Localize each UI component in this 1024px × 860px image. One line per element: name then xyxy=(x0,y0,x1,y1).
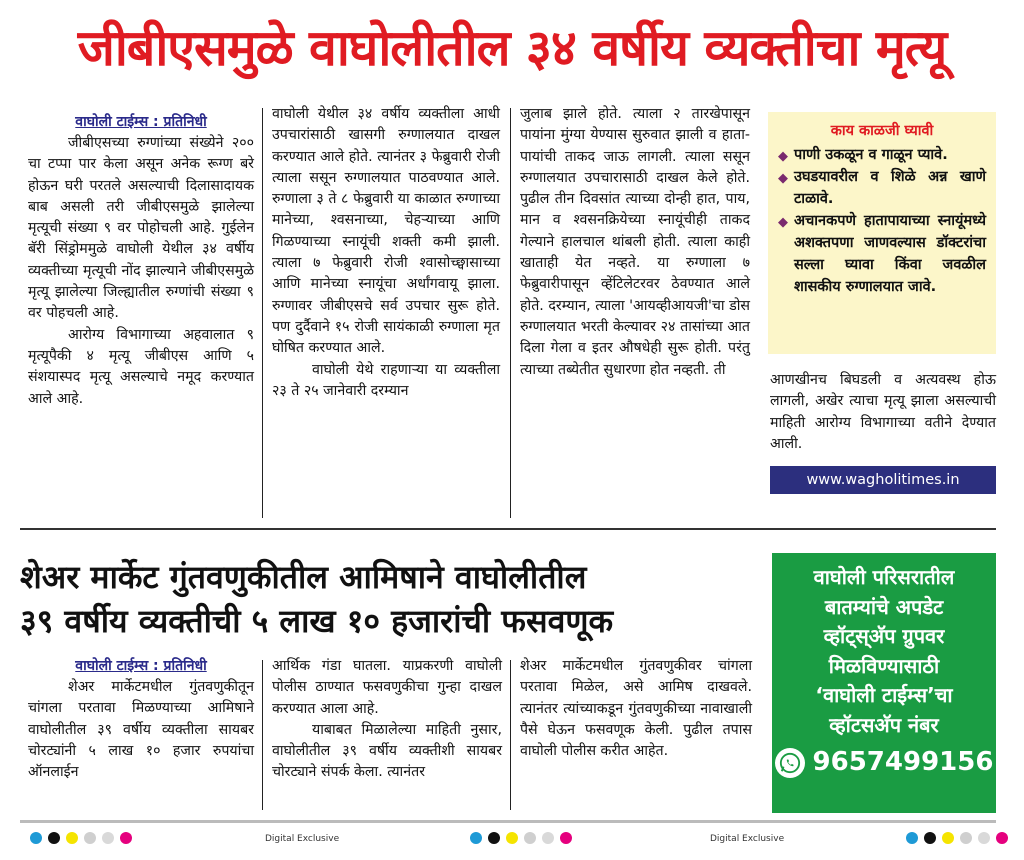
promo-line: मिळविण्यासाठी xyxy=(828,653,940,678)
story1-paragraph: आरोग्य विभागाच्या अहवालात ९ मृत्यूपैकी ४ मृत्यू जीबीएस आणि ५ संशयास्पद मृत्यू असल्याचे नमूद करण्यात आले आहे. xyxy=(28,326,254,407)
whatsapp-icon xyxy=(775,748,805,778)
story2-column-2 xyxy=(272,656,502,784)
registration-dot xyxy=(470,832,482,844)
registration-dot xyxy=(102,832,114,844)
footer-label: Digital Exclusive xyxy=(710,834,785,844)
registration-dot xyxy=(488,832,500,844)
story1-paragraph: जुलाब झाले होते. त्याला २ तारखेपासून पायांना मुंग्या येण्यास सुरुवात झाली व हाता-पायांची ताकद जाऊ लागली. त्याला ससून रुग्णालयात उपचारासाठी दाखल केले होते. पुढील तीन दिवसांत त्याच्या दोन्ही हात, पाय, मान व श्वसनक्रियेच्या स्नायूंचीही ताकद गेल्याने हालचाल थांबली होती. त्याला काही खाताही येत नव्हते. या रुग्णाला ७ फेब्रुवारीपासून व्हेंटिलेटरवर ठेवण्यात आले होते. दरम्यान, त्याला 'आयव्हीआयजी'चा डोस रुग्णालयात भरती केल्यावर २४ तासांच्या आत दिला गेला व इतर औषधेही सुरू होती. परंतु त्याच्या तब्येतीत सुधारणा होत नव्हती. ती xyxy=(520,106,750,378)
whatsapp-promo-box xyxy=(772,553,996,813)
care-tips-box xyxy=(768,112,996,354)
story1-paragraph: वाघोली येथे राहणाऱ्या या व्यक्तीला २३ ते २५ जानेवारी दरम्यान xyxy=(272,361,500,399)
story1-column-2 xyxy=(272,104,500,402)
registration-marks xyxy=(906,832,1008,844)
promo-line: वाघोली परिसरातील xyxy=(813,565,955,589)
story1-byline: वाघोली टाईम्स : प्रतिनिधी xyxy=(75,114,207,130)
story2-headline-line: ३९ वर्षीय व्यक्तीची ५ लाख १० हजारांची फसवणूक xyxy=(20,602,614,640)
footer-label: Digital Exclusive xyxy=(265,834,340,844)
website-link[interactable]: www.wagholitimes.in xyxy=(770,466,996,494)
footer-rule xyxy=(20,820,996,823)
promo-phone-number[interactable]: 9657499156 xyxy=(812,747,994,778)
care-tip-item: ◆ पाणी उकळून व गाळून प्यावे. xyxy=(778,144,986,166)
registration-dot xyxy=(978,832,990,844)
care-tip-item: ◆ अचानकपणे हातापायाच्या स्नायूंमध्ये अशक्तपणा जाणवल्यास डॉक्टरांचा सल्ला घ्यावा किंवा जवळील शासकीय रुग्णालयात जावे. xyxy=(778,213,986,295)
registration-dot xyxy=(84,832,96,844)
story2-headline-line: शेअर मार्केट गुंतवणुकीतील आमिषाने वाघोलीतील xyxy=(20,558,587,596)
promo-phone-row xyxy=(772,748,996,778)
registration-dot xyxy=(996,832,1008,844)
diamond-bullet-icon: ◆ xyxy=(778,149,788,164)
story2-paragraph: याबाबत मिळालेल्या माहिती नुसार, वाघोलीतील ३९ वर्षीय व्यक्तीशी सायबर चोरट्याने संपर्क केला. त्यानंतर xyxy=(272,721,502,781)
story1-column-1 xyxy=(28,112,254,410)
registration-dot xyxy=(66,832,78,844)
story1-paragraph: आणखीनच बिघडली व अत्यवस्थ होऊ लागली, अखेर त्याचा मृत्यू झाला असल्याची माहिती आरोग्य विभागाच्या वतीने देण्यात आली. xyxy=(770,372,996,452)
registration-dot xyxy=(30,832,42,844)
story2-paragraph: शेअर मार्केटमधील गुंतवणुकीतून चांगला परतावा मिळण्याच्या आमिषाने वाघोलीतील ३९ वर्षीय व्यक्तीला सायबर चोरट्यांनी ५ लाख १० हजार रुपयांचा ऑनलाईन xyxy=(28,679,254,781)
story2-paragraph: शेअर मार्केटमधील गुंतवणुकीवर चांगला परतावा मिळेल, असे आमिष दाखवले. त्यानंतर त्यांच्याकडून गुंतवणुकीच्या नावाखाली पैसे घेऊन फसवणूक केली. पुढील तपास वाघोली पोलीस करीत आहेत. xyxy=(520,658,752,760)
registration-marks xyxy=(470,832,572,844)
care-tip-item: ◆ उघडयावरील व शिळे अन्न खाणे टाळावे. xyxy=(778,169,986,207)
story1-headline: जीबीएसमुळे वाघोलीतील ३४ वर्षीय व्यक्तीचा मृत्यू xyxy=(77,19,947,77)
section-divider xyxy=(20,528,996,530)
promo-line: व्हॉटसअ‍ॅप नंबर xyxy=(829,712,939,737)
registration-dot xyxy=(942,832,954,844)
registration-marks xyxy=(30,832,132,844)
column-divider xyxy=(262,108,263,518)
story1-paragraph: वाघोली येथील ३४ वर्षीय व्यक्तीला आधी उपचारांसाठी खासगी रुग्णालयात दाखल करण्यात आले होते. त्यानंतर ३ फेब्रुवारी रोजी त्याला ससून रुग्णालयात पाठवण्यात आले. रुग्णाला ३ ते ८ फेब्रुवारी या काळात रुग्णाच्या मानेच्या, श्वसनाच्या, चेहऱ्याच्या आणि गिळण्याच्या स्नायूंची शक्ती कमी झाली. त्याला ७ फेब्रुवारी रोजी श्वासोच्छ्वासाच्या आणि मानेच्या स्नायूंचा अर्धांगवायू झाला. रुग्णावर जीबीएसचे सर्व उपचार सुरू होते. पण दुर्दैवाने १५ रोजी सायंकाळी रुग्णाला मृत घोषित करण्यात आले. xyxy=(272,106,500,357)
story2-paragraph: आर्थिक गंडा घातला. याप्रकरणी वाघोली पोलीस ठाण्यात फसवणुकीचा गुन्हा दाखल करण्यात आला आहे. xyxy=(272,658,502,717)
promo-line: व्हॉट्स्अ‍ॅप ग्रुपवर xyxy=(823,624,945,648)
story2-column-1 xyxy=(28,656,254,783)
registration-dot xyxy=(542,832,554,844)
registration-dot xyxy=(120,832,132,844)
registration-dot xyxy=(560,832,572,844)
column-divider xyxy=(510,108,511,518)
story2-column-3 xyxy=(520,656,752,762)
diamond-bullet-icon: ◆ xyxy=(778,215,788,230)
story2-headline xyxy=(20,555,760,643)
registration-dot xyxy=(506,832,518,844)
promo-line: ‘वाघोली टाईम्स’चा xyxy=(815,683,953,707)
story1-paragraph: जीबीएसच्या रुग्णांच्या संख्येने २०० चा टप्पा पार केला असून अनेक रूग्ण बरे होऊन घरी परतले असल्याची दिलासादायक बाब असली तरी जीबीएसमुळे झालेल्या मृत्यूची संख्या ९ वर पोहोचली आहे. गुईलेन बॅरी सिंड्रोममुळे वाघोली येथील ३४ वर्षीय व्यक्तीच्या मृत्यूची नोंद झाल्याने जीबीएसमुळे मृत्यू झालेल्या जिल्ह्यातील रुग्णांची संख्या ९ वर पोहचली आहे. xyxy=(28,135,254,322)
story2-byline: वाघोली टाईम्स : प्रतिनिधी xyxy=(75,658,207,674)
promo-line: बातम्यांचे अपडेट xyxy=(824,594,944,619)
registration-dot xyxy=(960,832,972,844)
column-divider xyxy=(510,660,511,810)
registration-dot xyxy=(524,832,536,844)
registration-dot xyxy=(924,832,936,844)
column-divider xyxy=(262,660,263,810)
registration-dot xyxy=(48,832,60,844)
story1-column-3 xyxy=(520,104,750,381)
diamond-bullet-icon: ◆ xyxy=(778,171,788,186)
registration-dot xyxy=(906,832,918,844)
story1-column-4 xyxy=(770,370,996,455)
care-tips-title: काय काळजी घ्यावी xyxy=(830,123,934,139)
